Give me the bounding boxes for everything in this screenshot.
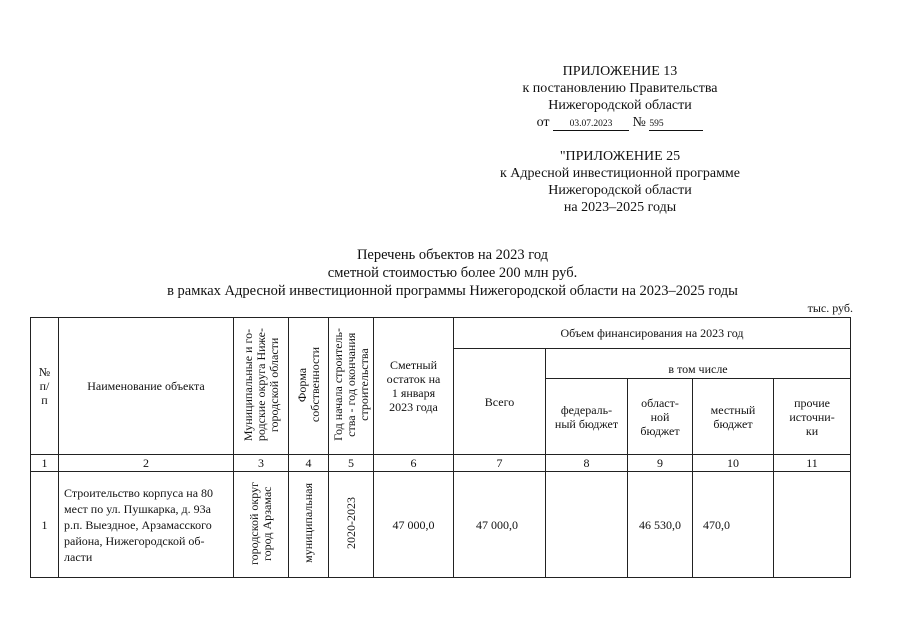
from-label: от bbox=[536, 115, 550, 130]
federal-budget bbox=[546, 472, 628, 578]
row-number: 1 bbox=[31, 472, 59, 578]
appendix-25-line4: на 2023–2025 годы bbox=[563, 200, 677, 215]
decree-number: 595 bbox=[649, 119, 703, 131]
title-line-3: в рамках Адресной инвестиционной программы Нижегородской области на 2023–2025 годы bbox=[167, 283, 738, 299]
header-years: Год начала строитель- ства - год окончания строительства bbox=[329, 318, 374, 455]
col-num: 3 bbox=[234, 455, 289, 472]
appendix-25-title: "ПРИЛОЖЕНИЕ 25 bbox=[559, 149, 681, 164]
column-numbers-row bbox=[31, 455, 851, 472]
col-num: 11 bbox=[774, 455, 851, 472]
appendix-13-title: ПРИЛОЖЕНИЕ 13 bbox=[562, 64, 678, 79]
object-name: Строительство корпуса на 80 мест по ул. Пушкарка, д. 93а р.п. Выездное, Арзамасского района, Нижегородской об- ласти bbox=[59, 472, 234, 578]
header-estimate: Сметный остаток на 1 января 2023 года bbox=[374, 318, 454, 455]
header-object-name: Наименование объекта bbox=[59, 318, 234, 455]
construction-years: 2020-2023 bbox=[329, 472, 374, 578]
header-including: в том числе bbox=[546, 349, 851, 379]
title-line-1: Перечень объектов на 2023 год bbox=[356, 247, 549, 263]
appendix-25-line3: Нижегородской области bbox=[548, 183, 692, 198]
header-ownership: Форма собственности bbox=[289, 318, 329, 455]
col-num: 10 bbox=[693, 455, 774, 472]
other-sources bbox=[774, 472, 851, 578]
document-title bbox=[100, 246, 805, 300]
local-budget: 470,0 bbox=[693, 472, 774, 578]
col-num: 1 bbox=[31, 455, 59, 472]
appendix-25-block bbox=[480, 148, 760, 216]
appendix-13-block bbox=[500, 63, 740, 131]
decree-date: 03.07.2023 bbox=[553, 119, 629, 131]
header-federal: федераль- ный бюджет bbox=[546, 379, 628, 455]
col-num: 7 bbox=[454, 455, 546, 472]
header-total: Всего bbox=[454, 349, 546, 455]
header-regional: област- ной бюджет bbox=[628, 379, 693, 455]
col-num: 8 bbox=[546, 455, 628, 472]
col-num: 9 bbox=[628, 455, 693, 472]
title-line-2: сметной стоимостью более 200 млн руб. bbox=[327, 265, 578, 281]
col-num: 4 bbox=[289, 455, 329, 472]
unit-label: тыс. руб. bbox=[807, 301, 853, 315]
appendix-13-line2: к постановлению Правительства bbox=[522, 81, 718, 96]
objects-table bbox=[30, 317, 851, 578]
header-funding-volume: Объем финансирования на 2023 год bbox=[454, 318, 851, 349]
col-num: 5 bbox=[329, 455, 374, 472]
number-label: № bbox=[632, 115, 646, 130]
header-num: № п/ п bbox=[31, 318, 59, 455]
header-local: местный бюджет bbox=[693, 379, 774, 455]
appendix-25-line2: к Адресной инвестиционной программе bbox=[499, 166, 741, 181]
estimate-balance: 47 000,0 bbox=[374, 472, 454, 578]
header-municipality: Муниципальные и го- родские округа Ниже- городской области bbox=[234, 318, 289, 455]
header-other: прочие источни- ки bbox=[774, 379, 851, 455]
appendix-13-date-line bbox=[500, 114, 740, 131]
total-funding: 47 000,0 bbox=[454, 472, 546, 578]
regional-budget: 46 530,0 bbox=[628, 472, 693, 578]
municipality: городской округ город Арзамас bbox=[234, 472, 289, 578]
ownership: муниципальная bbox=[289, 472, 329, 578]
appendix-13-line3: Нижегородской области bbox=[548, 98, 692, 113]
col-num: 2 bbox=[59, 455, 234, 472]
col-num: 6 bbox=[374, 455, 454, 472]
table-row bbox=[31, 472, 851, 578]
